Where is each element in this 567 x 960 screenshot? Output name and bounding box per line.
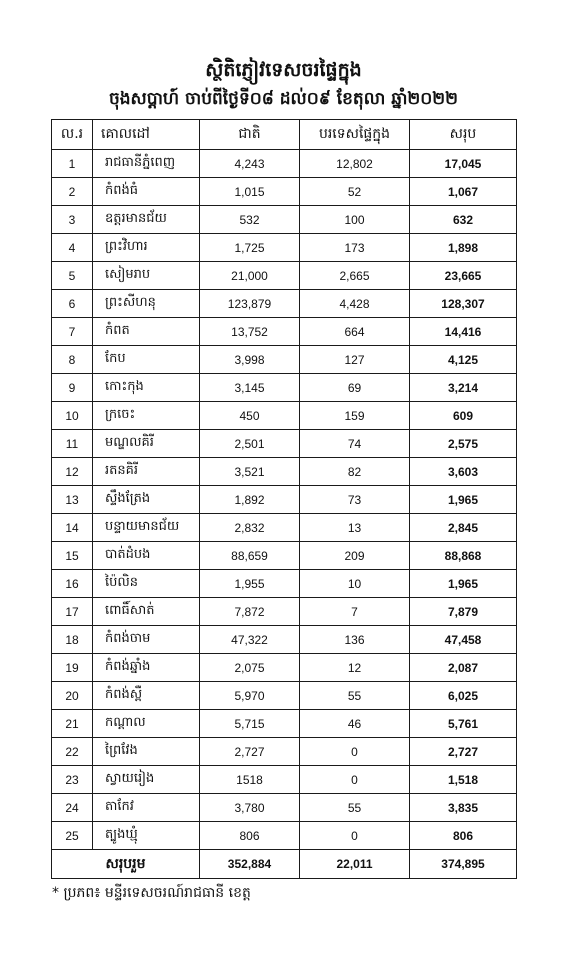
- tourist-stats-table: [51, 119, 517, 879]
- row-province: ស្ទឹងត្រែង: [93, 486, 200, 514]
- row-number: 19: [52, 654, 93, 682]
- row-national: 1,015: [200, 178, 300, 206]
- row-total: 128,307: [410, 290, 517, 318]
- table-row: [52, 458, 517, 486]
- row-total: 5,761: [410, 710, 517, 738]
- row-number: 7: [52, 318, 93, 346]
- row-total: 3,603: [410, 458, 517, 486]
- row-total: 14,416: [410, 318, 517, 346]
- row-total: 3,214: [410, 374, 517, 402]
- row-foreign: 173: [300, 234, 410, 262]
- row-province: មណ្ឌលគិរី: [93, 430, 200, 458]
- row-national: 2,727: [200, 738, 300, 766]
- row-province: កំពង់ធំ: [93, 178, 200, 206]
- row-foreign: 136: [300, 626, 410, 654]
- row-national: 2,501: [200, 430, 300, 458]
- row-total: 2,087: [410, 654, 517, 682]
- row-total: 3,835: [410, 794, 517, 822]
- row-foreign: 7: [300, 598, 410, 626]
- row-national: 3,521: [200, 458, 300, 486]
- row-national: 7,872: [200, 598, 300, 626]
- row-number: 5: [52, 262, 93, 290]
- row-province: កំពង់ឆ្នាំង: [93, 654, 200, 682]
- row-province: កណ្តាល: [93, 710, 200, 738]
- row-province: បាត់ដំបង: [93, 542, 200, 570]
- row-total: 7,879: [410, 598, 517, 626]
- row-province: កំពង់ស្ពឺ: [93, 682, 200, 710]
- row-province: ពោធិ៍សាត់: [93, 598, 200, 626]
- row-total: 2,845: [410, 514, 517, 542]
- row-foreign: 4,428: [300, 290, 410, 318]
- row-number: 2: [52, 178, 93, 206]
- row-national: 1518: [200, 766, 300, 794]
- row-total: 1,898: [410, 234, 517, 262]
- row-national: 3,998: [200, 346, 300, 374]
- grand-total-national: 352,884: [200, 850, 300, 879]
- row-national: 3,780: [200, 794, 300, 822]
- row-province: ព្រះសីហនុ: [93, 290, 200, 318]
- table-row: [52, 570, 517, 598]
- header-destination: គោលដៅ: [93, 120, 200, 150]
- row-province: ប៉ៃលិន: [93, 570, 200, 598]
- table-row: [52, 654, 517, 682]
- row-total: 17,045: [410, 150, 517, 178]
- table-header-row: [52, 120, 517, 150]
- row-total: 609: [410, 402, 517, 430]
- row-number: 13: [52, 486, 93, 514]
- row-national: 1,892: [200, 486, 300, 514]
- header-number: ល.រ: [52, 120, 93, 150]
- row-province: ត្បូងឃ្មុំ: [93, 822, 200, 850]
- row-number: 25: [52, 822, 93, 850]
- row-number: 16: [52, 570, 93, 598]
- row-national: 21,000: [200, 262, 300, 290]
- row-total: 47,458: [410, 626, 517, 654]
- row-number: 14: [52, 514, 93, 542]
- row-foreign: 12: [300, 654, 410, 682]
- row-national: 5,970: [200, 682, 300, 710]
- grand-total-foreign: 22,011: [300, 850, 410, 879]
- table-row: [52, 206, 517, 234]
- source-footnote: * ប្រភព៖ មន្ទីរទេសចរណ៍រាជធានី ខេត្ត: [52, 885, 251, 901]
- row-foreign: 55: [300, 682, 410, 710]
- row-foreign: 10: [300, 570, 410, 598]
- header-national: ជាតិ: [200, 120, 300, 150]
- row-province: កែប: [93, 346, 200, 374]
- row-number: 20: [52, 682, 93, 710]
- row-province: ព្រះវិហារ: [93, 234, 200, 262]
- header-total: សរុប: [410, 120, 517, 150]
- row-number: 18: [52, 626, 93, 654]
- row-foreign: 209: [300, 542, 410, 570]
- row-province: តាកែវ: [93, 794, 200, 822]
- row-province: ក្រចេះ: [93, 402, 200, 430]
- row-national: 47,322: [200, 626, 300, 654]
- header-foreign-domestic: បរទេសផ្ទៃក្នុង: [300, 120, 410, 150]
- table-row: [52, 682, 517, 710]
- row-national: 123,879: [200, 290, 300, 318]
- table-row: [52, 262, 517, 290]
- row-number: 23: [52, 766, 93, 794]
- row-total: 1,067: [410, 178, 517, 206]
- row-foreign: 73: [300, 486, 410, 514]
- row-province: ឧត្តរមានជ័យ: [93, 206, 200, 234]
- row-province: រាជធានីភ្នំពេញ: [93, 150, 200, 178]
- row-total: 4,125: [410, 346, 517, 374]
- row-province: ស្វាយរៀង: [93, 766, 200, 794]
- row-number: 4: [52, 234, 93, 262]
- table-row: [52, 542, 517, 570]
- row-national: 88,659: [200, 542, 300, 570]
- row-national: 450: [200, 402, 300, 430]
- row-province: កំពង់ចាម: [93, 626, 200, 654]
- grand-total-sum: 374,895: [410, 850, 517, 879]
- row-total: 23,665: [410, 262, 517, 290]
- row-foreign: 0: [300, 766, 410, 794]
- row-foreign: 46: [300, 710, 410, 738]
- table-row: [52, 150, 517, 178]
- row-province: បន្ទាយមានជ័យ: [93, 514, 200, 542]
- row-number: 17: [52, 598, 93, 626]
- row-province: សៀមរាប: [93, 262, 200, 290]
- row-total: 1,965: [410, 486, 517, 514]
- row-foreign: 0: [300, 822, 410, 850]
- row-foreign: 100: [300, 206, 410, 234]
- table-row: [52, 234, 517, 262]
- row-number: 9: [52, 374, 93, 402]
- row-number: 10: [52, 402, 93, 430]
- table-row: [52, 598, 517, 626]
- row-number: 22: [52, 738, 93, 766]
- grand-total-row: [52, 850, 517, 879]
- row-number: 1: [52, 150, 93, 178]
- row-total: 2,727: [410, 738, 517, 766]
- row-number: 24: [52, 794, 93, 822]
- row-national: 806: [200, 822, 300, 850]
- row-total: 806: [410, 822, 517, 850]
- row-foreign: 12,802: [300, 150, 410, 178]
- row-national: 5,715: [200, 710, 300, 738]
- row-number: 6: [52, 290, 93, 318]
- table-row: [52, 178, 517, 206]
- row-foreign: 0: [300, 738, 410, 766]
- table-row: [52, 402, 517, 430]
- row-foreign: 2,665: [300, 262, 410, 290]
- grand-total-label: សរុបរួម: [52, 850, 200, 879]
- table-row: [52, 514, 517, 542]
- row-number: 21: [52, 710, 93, 738]
- page-title: ស្ថិតិភ្ញៀវទេសចរផ្ទៃក្នុង: [205, 59, 362, 81]
- row-national: 1,955: [200, 570, 300, 598]
- table-row: [52, 290, 517, 318]
- table-row: [52, 766, 517, 794]
- row-total: 2,575: [410, 430, 517, 458]
- row-total: 88,868: [410, 542, 517, 570]
- row-foreign: 74: [300, 430, 410, 458]
- row-number: 12: [52, 458, 93, 486]
- table-row: [52, 318, 517, 346]
- row-foreign: 664: [300, 318, 410, 346]
- row-number: 11: [52, 430, 93, 458]
- table-row: [52, 738, 517, 766]
- row-foreign: 82: [300, 458, 410, 486]
- row-foreign: 127: [300, 346, 410, 374]
- table-row: [52, 794, 517, 822]
- row-national: 2,075: [200, 654, 300, 682]
- row-foreign: 69: [300, 374, 410, 402]
- row-total: 1,965: [410, 570, 517, 598]
- row-foreign: 159: [300, 402, 410, 430]
- row-number: 15: [52, 542, 93, 570]
- table-row: [52, 710, 517, 738]
- row-national: 532: [200, 206, 300, 234]
- row-total: 6,025: [410, 682, 517, 710]
- row-national: 1,725: [200, 234, 300, 262]
- table-row: [52, 346, 517, 374]
- table-row: [52, 626, 517, 654]
- row-national: 3,145: [200, 374, 300, 402]
- row-number: 8: [52, 346, 93, 374]
- table-row: [52, 374, 517, 402]
- row-national: 4,243: [200, 150, 300, 178]
- page-subtitle: ចុងសប្តាហ៍ ចាប់ពីថ្ងៃទី០៨ ដល់០៩ ខែតុលា ឆ្នាំ២០២២: [108, 89, 459, 109]
- table-row: [52, 822, 517, 850]
- row-national: 2,832: [200, 514, 300, 542]
- row-province: កោះកុង: [93, 374, 200, 402]
- row-province: រតនគិរី: [93, 458, 200, 486]
- row-foreign: 52: [300, 178, 410, 206]
- table-row: [52, 430, 517, 458]
- row-total: 1,518: [410, 766, 517, 794]
- row-province: កំពត: [93, 318, 200, 346]
- row-foreign: 55: [300, 794, 410, 822]
- row-foreign: 13: [300, 514, 410, 542]
- row-national: 13,752: [200, 318, 300, 346]
- row-total: 632: [410, 206, 517, 234]
- row-number: 3: [52, 206, 93, 234]
- row-province: ព្រៃវែង: [93, 738, 200, 766]
- table-row: [52, 486, 517, 514]
